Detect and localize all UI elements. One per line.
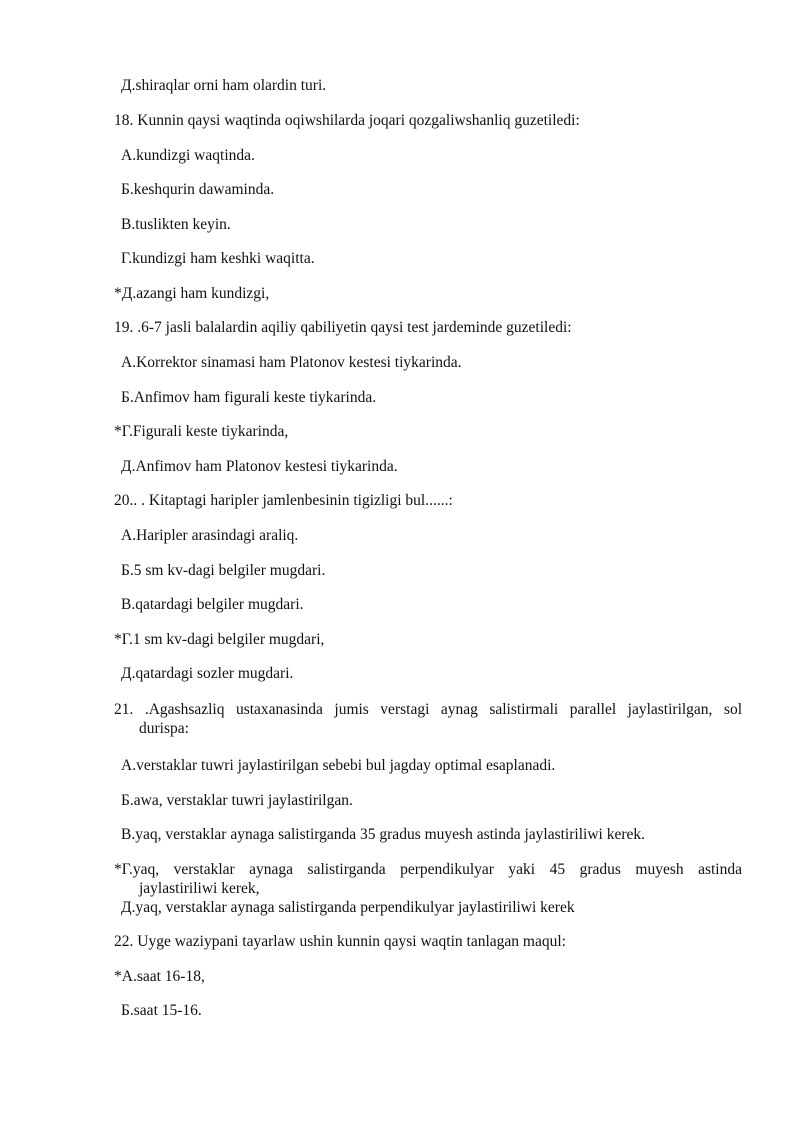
option-19-b: Б.Anfimov ham figurali keste tiykarinda.: [121, 389, 377, 406]
option-18-d-correct: *Д.azangi ham kundizgi,: [114, 285, 270, 302]
option-19-g-correct: *Г.Figurali keste tiykarinda,: [114, 423, 289, 440]
option-19-a: A.Korrektor sinamasi ham Platonov kestesi tiykarinda.: [121, 354, 462, 371]
option-18-b: Б.keshqurin dawaminda.: [121, 181, 275, 198]
option-18-v: B.tuslikten keyin.: [121, 216, 231, 233]
option-20-d: Д.qatardagi sozler mugdari.: [121, 665, 294, 682]
question-19: 19. .6-7 jasli balalardin aqiliy qabiliyetin qaysi test jardeminde guzetiledi:: [114, 319, 572, 336]
option-21-g-correct: [114, 860, 742, 898]
option-21-b: Б.awa, verstaklar tuwri jaylastirilgan.: [121, 792, 353, 809]
option-21-g-line1: *Г.yaq, verstaklar aynaga salistirganda perpendikulyar yaki 45 gradus muyesh astinda: [114, 861, 742, 878]
option-22-a-correct: *A.saat 16-18,: [114, 968, 205, 985]
option-19-d: Д.Anfimov ham Platonov kestesi tiykarinda.: [121, 458, 398, 475]
question-21: [114, 700, 742, 738]
option-20-a: A.Haripler arasindagi araliq.: [121, 527, 299, 544]
option-20-g-correct: *Г.1 sm kv-dagi belgiler mugdari,: [114, 631, 325, 648]
option-20-b: Б.5 sm kv-dagi belgiler mugdari.: [121, 562, 326, 579]
option-18-g: Г.kundizgi ham keshki waqitta.: [121, 250, 315, 267]
question-21-line2: durispa:: [139, 720, 189, 737]
option-21-v: B.yaq, verstaklar aynaga salistirganda 35 gradus muyesh astinda jaylastiriliwi kerek.: [121, 826, 645, 843]
question-22: 22. Uyge waziypani tayarlaw ushin kunnin qaysi waqtin tanlagan maqul:: [114, 933, 566, 950]
option-18-prev-d: Д.shiraqlar orni ham olardin turi.: [121, 77, 327, 94]
option-20-v: B.qatardagi belgiler mugdari.: [121, 596, 304, 613]
question-18: 18. Kunnin qaysi waqtinda oqiwshilarda joqari qozgaliwshanliq guzetiledi:: [114, 112, 580, 129]
question-20: 20.. . Kitaptagi haripler jamlenbesinin tigizligi bul......:: [114, 492, 453, 509]
option-21-g-line2: jaylastiriliwi kerek,: [139, 880, 260, 897]
option-21-a: A.verstaklar tuwri jaylastirilgan sebebi bul jagday optimal esaplanadi.: [121, 757, 556, 774]
option-18-a: A.kundizgi waqtinda.: [121, 147, 255, 164]
option-22-b: Б.saat 15-16.: [121, 1002, 202, 1019]
question-21-line1: 21. .Agashsazliq ustaxanasinda jumis verstagi aynag salistirmali parallel jaylastirilgan, sol: [114, 701, 742, 718]
option-21-d: Д.yaq, verstaklar aynaga salistirganda perpendikulyar jaylastiriliwi kerek: [121, 899, 575, 916]
